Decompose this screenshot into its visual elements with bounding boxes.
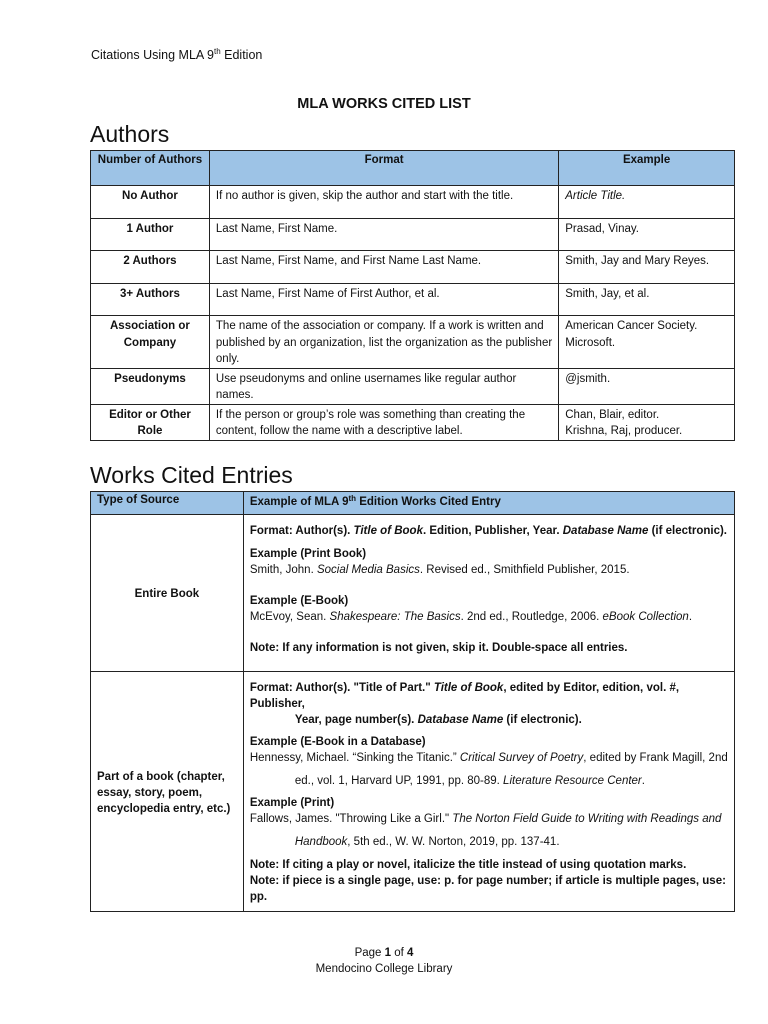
document-title: MLA WORKS CITED LIST (297, 96, 471, 112)
table-row (91, 186, 735, 219)
row-example: Article Title. (559, 186, 735, 219)
row-example-line: American Cancer Society. (565, 320, 698, 332)
authors-table-header (91, 151, 735, 186)
example-label: Example (Print Book) (249, 548, 367, 560)
row-example: Smith, Jay, et al. (559, 284, 735, 316)
column-header-format: Format (209, 151, 558, 186)
running-header (91, 47, 262, 62)
example-text: McEvoy, Sean. Shakespeare: The Basics. 2nd ed., Routledge, 2006. eBook Collection. (249, 611, 693, 623)
table-row (91, 219, 735, 251)
table-row (91, 515, 735, 672)
row-format: The name of the association or company. If a work is written and published by an organization, list the organization as the publisher only. (209, 316, 558, 369)
row-format: Last Name, First Name of First Author, et al. (209, 284, 558, 316)
authors-table (90, 150, 735, 441)
source-type: Entire Book (91, 515, 244, 672)
table-row (91, 368, 735, 404)
row-example (559, 316, 735, 369)
source-type: Part of a book (chapter, essay, story, poem, encyclopedia entry, etc.) (91, 672, 244, 912)
example-text: ed., vol. 1, Harvard UP, 1991, pp. 80-89. Literature Resource Center. (294, 775, 645, 787)
entry-cell (243, 515, 734, 672)
row-type: 1 Author (91, 219, 210, 251)
entry-cell (243, 672, 734, 912)
example-label: Example (E-Book) (249, 595, 349, 607)
row-type: Association or Company (91, 316, 210, 369)
running-header-sup: th (213, 47, 221, 56)
works-cited-heading: Works Cited Entries (90, 462, 293, 488)
format-line: Year, page number(s). Database Name (if electronic). (294, 714, 582, 726)
table-row (91, 404, 735, 440)
note-text: Note: If citing a play or novel, italicize the title instead of using quotation marks. (249, 859, 687, 871)
example-label: Example (E-Book in a Database) (249, 736, 426, 748)
row-format: If the person or group’s role was something than creating the content, follow the name with a descriptive label. (209, 404, 558, 440)
format-line: Format: Author(s). Title of Book. Edition, Publisher, Year. Database Name (if electronic). (249, 525, 728, 537)
column-header-example: Example (559, 151, 735, 186)
example-text: Handbook, 5th ed., W. W. Norton, 2019, pp. 137-41. (294, 836, 560, 848)
row-example-line: Microsoft. (565, 336, 616, 349)
table-row (91, 316, 735, 369)
row-type: Pseudonyms (91, 368, 210, 404)
note-text: Note: If any information is not given, skip it. Double-space all entries. (249, 642, 628, 654)
row-example (559, 404, 735, 440)
running-header-text: Citations Using MLA 9 (91, 48, 214, 62)
works-table-header (91, 492, 735, 515)
authors-heading: Authors (90, 121, 170, 147)
row-example-line: Chan, Blair, editor. (565, 408, 660, 421)
table-row (91, 251, 735, 284)
row-example: @jsmith. (559, 368, 735, 404)
note-text: Note: if piece is a single page, use: p. for page number; if article is multiple pages, use: pp. (249, 875, 726, 903)
works-cited-table (90, 491, 735, 912)
row-format: Last Name, First Name. (209, 219, 558, 251)
row-type: Editor or Other Role (91, 404, 210, 440)
row-type: 2 Authors (91, 251, 210, 284)
footer-library: Mendocino College Library (315, 963, 453, 975)
running-header-tail: Edition (220, 48, 263, 62)
table-row (91, 284, 735, 316)
column-header-number-of-authors: Number of Authors (91, 151, 210, 186)
row-type: No Author (91, 186, 210, 219)
row-example: Prasad, Vinay. (559, 219, 735, 251)
page-number: Page 1 of 4 (354, 947, 414, 959)
row-example: Smith, Jay and Mary Reyes. (559, 251, 735, 284)
row-type: 3+ Authors (91, 284, 210, 316)
example-text: Smith, John. Social Media Basics. Revised ed., Smithfield Publisher, 2015. (249, 564, 630, 576)
example-text: Hennessy, Michael. “Sinking the Titanic.” Critical Survey of Poetry, edited by Frank Magill, 2nd (249, 752, 728, 764)
row-format: Last Name, First Name, and First Name Last Name. (209, 251, 558, 284)
format-line: Format: Author(s). "Title of Part." Title of Book, edited by Editor, edition, vol. #, Publisher, (249, 682, 680, 710)
example-label: Example (Print) (249, 797, 335, 809)
column-header-example-entry: Example of MLA 9th Edition Works Cited Entry (243, 492, 734, 515)
row-example-line: Krishna, Raj, producer. (565, 425, 683, 437)
row-format: If no author is given, skip the author and start with the title. (209, 186, 558, 219)
row-format: Use pseudonyms and online usernames like regular author names. (209, 368, 558, 404)
example-text: Fallows, James. "Throwing Like a Girl." The Norton Field Guide to Writing with Readings and (249, 813, 722, 825)
column-header-type-of-source: Type of Source (91, 492, 244, 515)
table-row (91, 672, 735, 912)
